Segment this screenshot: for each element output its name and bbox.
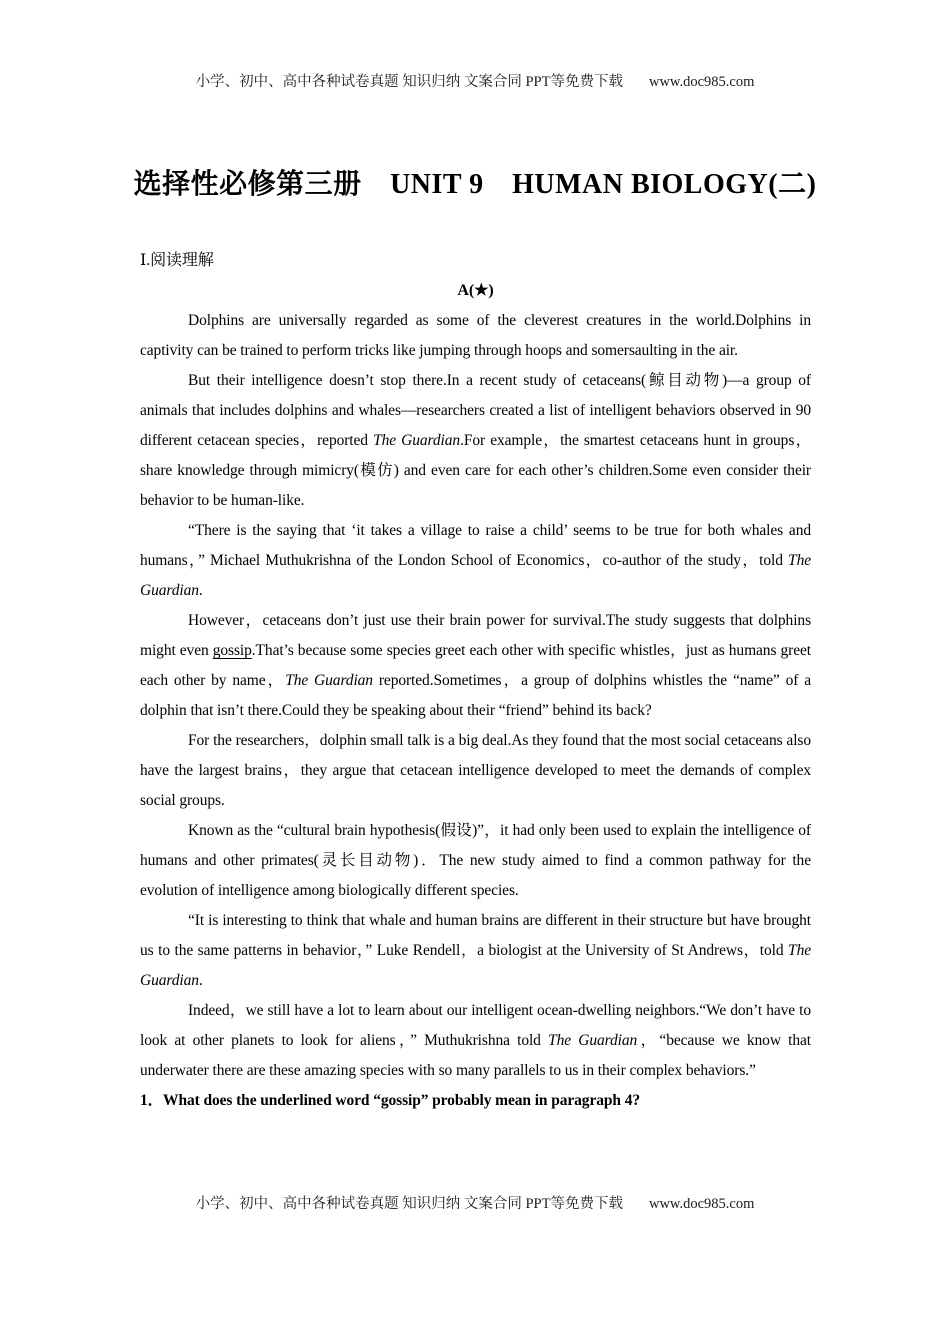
text-run: reported.Sometimes，a group of dolphins whistles the “name” of a dolphin that isn’t there.Could they be speaking about their “friend” behind its back?: [140, 672, 811, 719]
text-run: For the researchers，dolphin small talk is a big deal.As they found that the most social cetaceans also have the largest brains，they argue that cetacean intelligence developed to meet the demands of complex social groups.: [140, 732, 811, 809]
section-heading-reading-comprehension: Ⅰ.阅读理解: [140, 252, 214, 269]
italic-run: The Guardian: [140, 942, 811, 989]
text-run: .That’s because some species greet each other with specific whistles，just as humans greet each other by name，: [140, 642, 811, 689]
header-site-url: www.doc985.com: [648, 74, 755, 90]
paragraph: [140, 816, 811, 906]
question-1: 1．What does the underlined word “gossip” probably mean in paragraph 4?: [140, 1092, 640, 1109]
text-run: “It is interesting to think that whale and human brains are different in their structure but have brought us to the same patterns in behavior，” Luke Rendell，a biologist at the University of St Andrews，told: [140, 912, 811, 959]
italic-run: The Guardian: [548, 1032, 638, 1049]
text-run: ，“because we know that underwater there are these amazing species with so many parallels to us in their complex behaviors.”: [140, 1032, 811, 1079]
paragraph: [140, 606, 811, 726]
text-run: Indeed，we still have a lot to learn about our intelligent ocean-dwelling neighbors.“We don’t have to look at other planets to look for aliens，” Muthukrishna told: [140, 1002, 811, 1049]
underline-run: gossip: [212, 642, 252, 659]
paragraph: [140, 366, 811, 516]
paragraph: [140, 306, 811, 366]
footer-site-url: www.doc985.com: [648, 1196, 755, 1212]
text-run: “There is the saying that ‘it takes a village to raise a child’ seems to be true for both whales and humans，” Michael Muthukrishna of the London School of Economics，co-author of the study，told: [140, 522, 811, 569]
italic-run: The Guardian: [285, 672, 373, 689]
text-run: .For example，the smartest cetaceans hunt in groups，share knowledge through mimicry(模仿) and even care for each other’s children.Some even consider their behavior to be human-like.: [140, 432, 811, 509]
text-run: But their intelligence doesn’t stop there.In a recent study of cetaceans(鲸目动物)—a group of animals that includes dolphins and whales—researchers created a list of intelligent behaviors observed in 90 different cetacean species，reported: [140, 372, 811, 449]
paragraph: [140, 906, 811, 996]
passage-label: A(★): [457, 282, 494, 299]
text-run: .: [198, 972, 203, 989]
document-title: 选择性必修第三册 UNIT 9 HUMAN BIOLOGY(二): [133, 169, 817, 200]
paragraph: [140, 726, 811, 816]
header-promo-text: 小学、初中、高中各种试卷真题 知识归纳 文案合同 PPT等免费下载: [195, 74, 623, 90]
page-footer: [0, 1192, 950, 1213]
italic-run: The Guardian: [373, 432, 461, 449]
italic-run: The Guardian: [140, 552, 811, 599]
footer-promo-text: 小学、初中、高中各种试卷真题 知识归纳 文案合同 PPT等免费下载: [195, 1196, 623, 1212]
paragraph: [140, 516, 811, 606]
page-header: [0, 70, 950, 91]
paragraph: [140, 996, 811, 1086]
passage-paragraphs: [140, 306, 811, 1086]
text-run: .: [198, 582, 203, 599]
text-run: However，cetaceans don’t just use their brain power for survival.The study suggests that dolphins might even: [140, 612, 811, 659]
document-body: [140, 246, 811, 1116]
text-run: Known as the “cultural brain hypothesis(假设)”，it had only been used to explain the intelligence of humans and other primates(灵长目动物)．The new study aimed to find a common pathway for the evolution of intelligence among biologically different species.: [140, 822, 811, 899]
text-run: Dolphins are universally regarded as some of the cleverest creatures in the world.Dolphins in captivity can be trained to perform tricks like jumping through hoops and somersaulting in the air.: [140, 312, 811, 359]
